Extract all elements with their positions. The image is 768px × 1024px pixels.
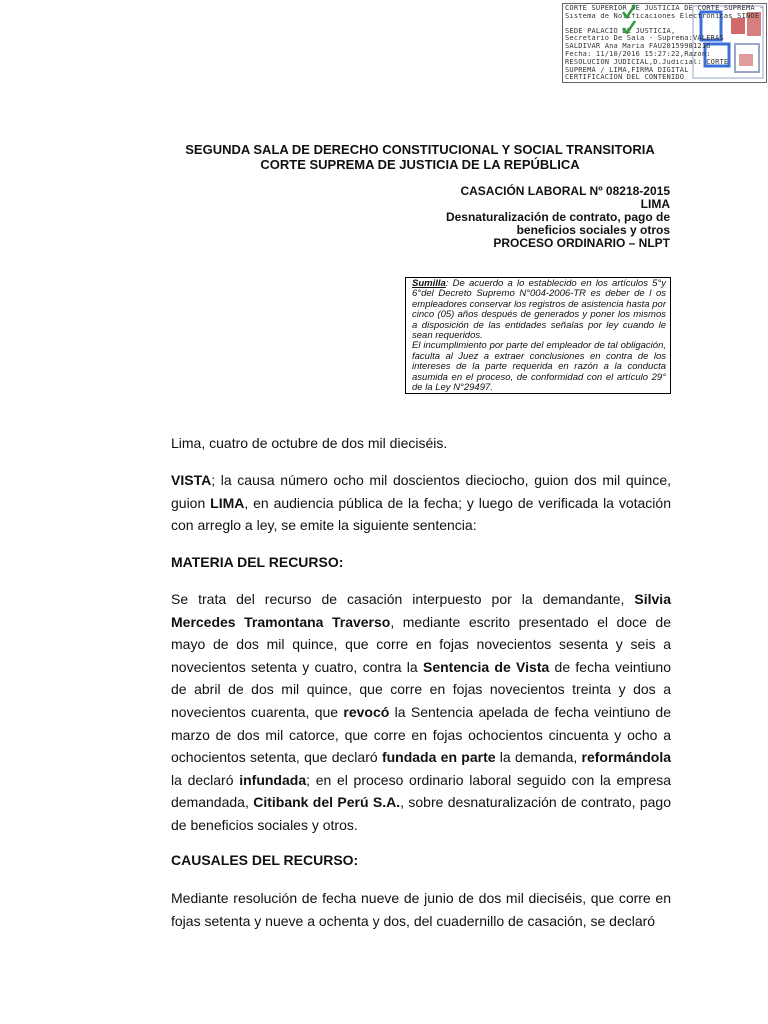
digital-signature-stamp xyxy=(562,3,767,83)
sumilla-box xyxy=(405,277,671,394)
case-city: LIMA xyxy=(640,197,670,211)
materia-title: MATERIA DEL RECURSO: xyxy=(171,554,344,570)
stamp-line: CORTE SUPERIOR DE JUSTICIA DE CORTE SUPREMA - xyxy=(565,5,764,12)
court-name: CORTE SUPREMA DE JUSTICIA DE LA REPÚBLICA xyxy=(260,157,580,172)
case-process: PROCESO ORDINARIO – NLPT xyxy=(493,236,670,250)
causales-paragraph: Mediante resolución de fecha nueve de junio de dos mil dieciséis, que corre en fojas setenta y nueve a ochenta y dos, del cuadernillo de casación, se declaró xyxy=(171,890,671,929)
sumilla-paragraph-2: El incumplimiento por parte del empleador de tal obligación, faculta al Juez a extraer conclusiones en contra de los intereses de la parte requerida en razón a la conducta asumida en el proceso, de conformidad con el artículo 29° de la Ley N°29497. xyxy=(412,340,666,394)
check-icon xyxy=(621,4,637,34)
stamp-line: SALDIVAR Ana Maria FAU20159981216 xyxy=(565,43,711,51)
stamp-line: RESOLUCIÓN JUDICIAL,D.Judicial: CORTE xyxy=(565,58,729,66)
stamp-line: SEDE PALACIO DE JUSTICIA, xyxy=(565,27,676,35)
sumilla-label: Sumilla xyxy=(412,278,446,289)
stamp-line: SUPREMA / LIMA,FIRMA DIGITAL xyxy=(565,66,689,74)
causales-title: CAUSALES DEL RECURSO: xyxy=(171,852,359,868)
vista-paragraph: VISTA; la causa número ocho mil doscientos dieciocho, guion dos mil quince, guion LIMA, en audiencia pública de la fecha; y luego de verificada la votación con arreglo a ley, se emite la siguiente sentencia: xyxy=(171,472,671,534)
stamp-text xyxy=(565,5,764,82)
case-number: CASACIÓN LABORAL Nº 08218-2015 xyxy=(460,184,670,198)
sumilla-paragraph-1: Sumilla: De acuerdo a lo establecido en los artículos 5°y 6°del Decreto Supremo N°004-2006-TR es deber de l os empleadores conservar los registros de asistencia hasta por cinco (05) años después de generados y poner los mismos a disposición de las entidades señalas por ley cuando le sean requeridos. xyxy=(412,278,666,342)
case-info xyxy=(340,185,670,250)
document-date: Lima, cuatro de octubre de dos mil dieciséis. xyxy=(171,435,448,451)
stamp-line: Sistema de Notificaciones Electronicas SINOE xyxy=(565,12,760,20)
chamber-name: SEGUNDA SALA DE DERECHO CONSTITUCIONAL Y SOCIAL TRANSITORIA xyxy=(185,142,655,157)
court-header xyxy=(160,142,680,172)
case-subject-1: Desnaturalización de contrato, pago de xyxy=(445,210,670,224)
stamp-line: Fecha: 11/10/2016 15:27:22,Razón: xyxy=(565,50,711,58)
case-subject-2: beneficios sociales y otros xyxy=(516,223,670,237)
materia-paragraph: Se trata del recurso de casación interpuesto por la demandante, Silvia Mercedes Tramontana Traverso, mediante escrito presentado el doce de mayo de dos mil quince, que corre en fojas novecientos sesenta y seis a novecientos setenta y cuatro, contra la Sentencia de Vista de fecha veintiuno de abril de dos mil quince, que corre en fojas novecientos treinta y dos a novecientos cuarenta, que revocó la Sentencia apelada de fecha veintiuno de marzo de dos mil catorce, que corre en fojas ochocientos cincuenta y ocho a ochocientos setenta, que declaró fundada en parte la demanda, reformándola la declaró infundada; en el proceso ordinario laboral seguido con la empresa demandada, Citibank del Perú S.A., sobre desnaturalización de contrato, pago de beneficios sociales y otros. xyxy=(171,591,672,833)
stamp-line: Secretario De Sala - Suprema:VALERAS xyxy=(565,35,724,43)
stamp-line: CERTIFICACIÓN DEL CONTENIDO xyxy=(565,74,685,82)
